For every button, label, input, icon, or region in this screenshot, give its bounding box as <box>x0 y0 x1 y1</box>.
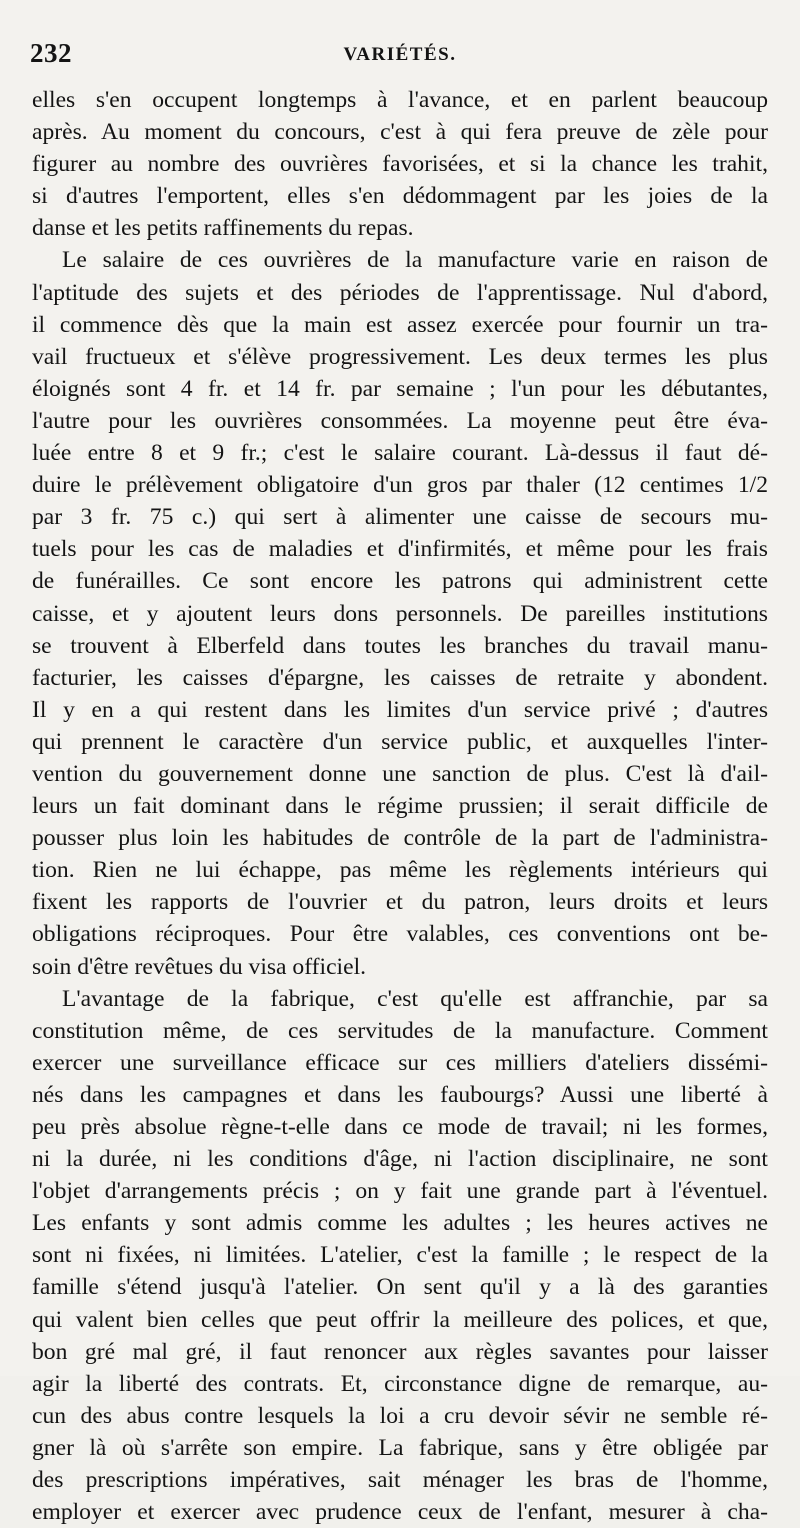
running-title: VARIÉTÉS. <box>343 44 457 65</box>
text-line: l'autre pour les ouvrières consommées. La moyenne peut être éva- <box>32 407 768 434</box>
text-line: obligations réciproques. Pour être valables, ces conventions ont be- <box>32 921 768 948</box>
text-line: luée entre 8 et 9 fr.; c'est le salaire courant. Là-dessus il faut dé- <box>32 440 768 467</box>
text-line: l'objet d'arrangements précis ; on y fait une grande part à l'éventuel. <box>32 1178 768 1205</box>
text-line: bon gré mal gré, il faut renoncer aux règles savantes pour laisser <box>32 1338 768 1365</box>
text-line: par 3 fr. 75 c.) qui sert à alimenter une caisse de secours mu- <box>32 504 768 531</box>
text-line: Le salaire de ces ouvrières de la manufacture varie en raison de <box>62 247 768 274</box>
text-line: Les enfants y sont admis comme les adultes ; les heures actives ne <box>32 1210 768 1237</box>
text-line: sont ni fixées, ni limitées. L'atelier, c'est la famille ; le respect de la <box>32 1242 768 1269</box>
text-line: elles s'en occupent longtemps à l'avance, et en parlent beaucoup <box>32 87 768 113</box>
text-line: exercer une surveillance efficace sur ces milliers d'ateliers dissémi- <box>32 1049 768 1076</box>
text-line: pousser plus loin les habitudes de contrôle de la part de l'administra- <box>32 825 768 852</box>
text-line: des prescriptions impératives, sait ménager les bras de l'homme, <box>32 1467 768 1494</box>
text-line: leurs un fait dominant dans le régime prussien; il serait difficile de <box>32 793 768 820</box>
text-line: nés dans les campagnes et dans les faubourgs? Aussi une liberté à <box>32 1081 768 1108</box>
text-line: constitution même, de ces servitudes de la manufacture. Comment <box>32 1017 768 1044</box>
text-line: Il y en a qui restent dans les limites d'un service privé ; d'autres <box>32 696 768 723</box>
body-text <box>32 84 768 1528</box>
text-line: cun des abus contre lesquels la loi a cru devoir sévir ne semble ré- <box>32 1402 768 1429</box>
text-line: vail fructueux et s'élève progressivement. Les deux termes les plus <box>32 343 768 370</box>
text-line: figurer au nombre des ouvrières favorisées, et si la chance les trahit, <box>32 151 768 178</box>
page-header <box>0 38 800 78</box>
text-line: facturier, les caisses d'épargne, les caisses de retraite y abondent. <box>32 664 768 691</box>
text-line: L'avantage de la fabrique, c'est qu'elle est affranchie, par sa <box>62 985 768 1012</box>
text-line: agir la liberté des contrats. Et, circonstance digne de remarque, au- <box>32 1370 768 1397</box>
text-line: se trouvent à Elberfeld dans toutes les branches du travail manu- <box>32 632 768 659</box>
text-line: peu près absolue règne-t-elle dans ce mode de travail; ni les formes, <box>32 1114 768 1140</box>
text-line: caisse, et y ajoutent leurs dons personnels. De pareilles institutions <box>32 600 768 627</box>
text-line: tuels pour les cas de maladies et d'infirmités, et même pour les frais <box>32 536 768 563</box>
text-line: soin d'être revêtues du visa officiel. <box>32 953 367 980</box>
text-line: danse et les petits raffinements du repas. <box>32 215 414 242</box>
text-line: après. Au moment du concours, c'est à qui fera preuve de zèle pour <box>32 119 768 146</box>
text-line: qui prennent le caractère d'un service public, et auxquelles l'inter- <box>32 728 768 755</box>
text-line: employer et exercer avec prudence ceux de l'enfant, mesurer à cha- <box>32 1499 768 1526</box>
text-line: tion. Rien ne lui échappe, pas même les règlements intérieurs qui <box>32 857 768 884</box>
text-line: si d'autres l'emportent, elles s'en dédommagent par les joies de la <box>32 183 768 210</box>
text-line: famille s'étend jusqu'à l'atelier. On sent qu'il y a là des garanties <box>32 1274 768 1301</box>
text-line: l'aptitude des sujets et des périodes de l'apprentissage. Nul d'abord, <box>32 279 768 306</box>
text-line: vention du gouvernement donne une sanction de plus. C'est là d'ail- <box>32 760 768 787</box>
page-number: 232 <box>30 38 72 68</box>
text-line: fixent les rapports de l'ouvrier et du patron, leurs droits et leurs <box>32 889 768 916</box>
text-line: duire le prélèvement obligatoire d'un gros par thaler (12 centimes 1/2 <box>32 472 768 499</box>
text-line: qui valent bien celles que peut offrir la meilleure des polices, et que, <box>32 1306 768 1333</box>
text-line: il commence dès que la main est assez exercée pour fournir un tra- <box>32 311 768 338</box>
text-line: gner là où s'arrête son empire. La fabrique, sans y être obligée par <box>32 1434 768 1461</box>
text-line: de funérailles. Ce sont encore les patrons qui administrent cette <box>32 568 768 595</box>
text-line: ni la durée, ni les conditions d'âge, ni l'action disciplinaire, ne sont <box>32 1146 768 1173</box>
text-line: éloignés sont 4 fr. et 14 fr. par semaine ; l'un pour les débutantes, <box>32 375 768 402</box>
